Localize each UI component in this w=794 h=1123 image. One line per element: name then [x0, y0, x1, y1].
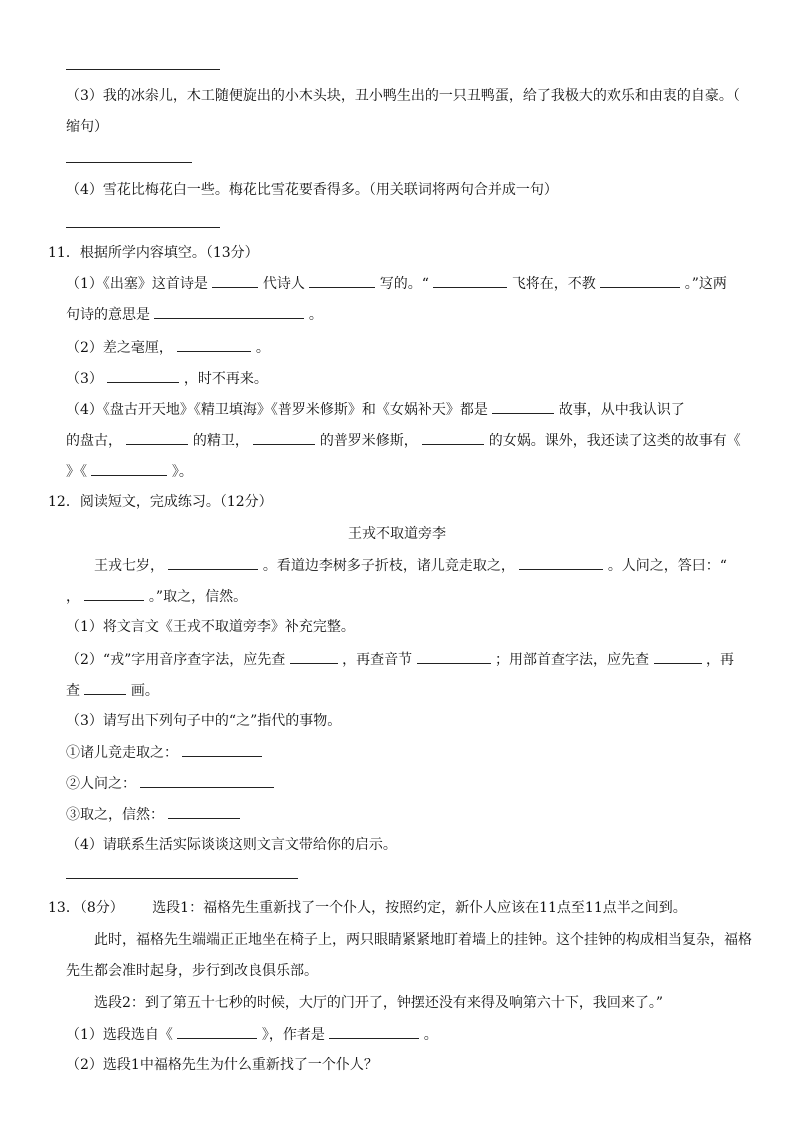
q12-s3-3	[66, 804, 240, 825]
answer-blank[interactable]	[168, 555, 258, 570]
answer-blank[interactable]	[329, 1024, 419, 1039]
q11-p4	[66, 399, 685, 420]
answer-line[interactable]	[66, 227, 220, 228]
answer-blank[interactable]	[84, 680, 126, 695]
answer-line[interactable]	[66, 878, 298, 879]
text: （1）《出塞》这首诗是	[66, 276, 208, 292]
q12-title: 12．阅读短文，完成练习。（12分）	[48, 494, 273, 510]
q10-item3: （3）我的冰尜儿，木工随便旋出的小木头块，丑小鸭生出的一只丑鸭蛋，给了我极大的欢乐和由衷的自豪。（	[66, 88, 740, 104]
text: 代诗人	[262, 276, 305, 292]
answer-blank[interactable]	[290, 649, 338, 664]
answer-blank[interactable]	[177, 1024, 257, 1039]
q11-p1	[66, 273, 727, 294]
text: 画。	[130, 683, 159, 699]
answer-blank[interactable]	[253, 430, 315, 445]
answer-blank[interactable]	[433, 273, 507, 288]
text: （4）《盘古开天地》《精卫填海》《普罗米修斯》和《女娲补天》都是	[66, 402, 488, 418]
text: （2）差之毫厘，	[66, 340, 173, 356]
text: ②人问之：	[66, 776, 136, 792]
text: 》《	[66, 464, 87, 480]
text: 。	[308, 307, 323, 323]
q13-p1	[48, 898, 687, 918]
text: 的盘古，	[66, 433, 122, 449]
q12-passage	[94, 555, 727, 576]
answer-blank[interactable]	[107, 368, 179, 383]
q11-title: 11．根据所学内容填空。（13分）	[48, 245, 259, 261]
text: 。	[423, 1027, 438, 1043]
text: ，时不再来。	[183, 371, 268, 387]
q10-item4: （4）雪花比梅花白一些。梅花比雪花要香得多。（用关联词将两句合并成一句）	[66, 182, 558, 198]
text: 选段1：福格先生重新找了一个仆人，按照约定，新仆人应该在11点至11点半之间到。	[152, 900, 687, 916]
q12-s3-1	[66, 742, 262, 763]
text: ，再查音节	[342, 652, 413, 668]
q12-s4: （4）请联系生活实际谈谈这则文言文带给你的启示。	[66, 837, 397, 853]
text: 的精卫，	[192, 433, 249, 449]
q12-passage-cont	[66, 586, 247, 607]
text: 》。	[171, 464, 193, 480]
text: 的女娲。课外，我还读了这类的故事有《	[488, 433, 741, 449]
answer-blank[interactable]	[177, 337, 251, 352]
text: 。看道边李树多子折枝，诸儿竞走取之，	[262, 558, 515, 574]
q10-item3-cont: 缩句）	[66, 119, 108, 135]
q12-s2	[66, 649, 734, 670]
text: （2）“戎”字用音序查字法，应先查	[66, 652, 286, 668]
text: ①诸儿竞走取之：	[66, 745, 178, 761]
q11-p4-cont2	[66, 461, 193, 482]
passage-title: 王戎不取道旁李	[348, 526, 446, 542]
q12-s3-2	[66, 773, 274, 794]
text: ，	[66, 589, 80, 605]
q12-s1: （1）将文言文《王戎不取道旁李》补充完整。	[66, 619, 355, 635]
answer-blank[interactable]	[519, 555, 603, 570]
text: ；用部首查字法，应先查	[495, 652, 650, 668]
text: 。	[255, 340, 270, 356]
q12-s3: （3）请写出下列句子中的“之”指代的事物。	[66, 713, 342, 729]
answer-blank[interactable]	[182, 742, 262, 757]
q13-p3: 选段2：到了第五十七秒的时候，大厅的门开了，钟摆还没有来得及响第六十下，我回来了。”	[94, 995, 664, 1011]
answer-blank[interactable]	[154, 304, 304, 319]
answer-blank[interactable]	[126, 430, 188, 445]
text: ③取之，信然：	[66, 807, 164, 823]
answer-line[interactable]	[66, 162, 192, 163]
answer-blank[interactable]	[654, 649, 702, 664]
q11-p4-cont	[66, 430, 741, 451]
answer-blank[interactable]	[212, 273, 258, 288]
answer-blank[interactable]	[91, 461, 167, 476]
q13-s2: （2）选段1中福格先生为什么重新找了一个仆人？	[66, 1057, 378, 1073]
q11-p1-cont	[66, 304, 323, 325]
answer-blank[interactable]	[422, 430, 484, 445]
q12-s2-cont	[66, 680, 159, 701]
answer-blank[interactable]	[140, 773, 274, 788]
text: （1）选段选自《	[66, 1027, 173, 1043]
text: （3）	[66, 371, 103, 387]
text: 写的。“	[379, 276, 429, 292]
text: 。”这两	[684, 276, 727, 292]
q13-p2: 此时，福格先生端端正正地坐在椅子上，两只眼睛紧紧地盯着墙上的挂钟。这个挂钟的构成相当复杂，福格	[94, 932, 752, 948]
q13-p2-cont: 先生都会准时起身，步行到改良俱乐部。	[66, 963, 318, 979]
text: 的普罗米修斯，	[319, 433, 418, 449]
text: 句诗的意思是	[66, 307, 150, 323]
text: 飞将在，不教	[511, 276, 596, 292]
text: ，再	[705, 652, 734, 668]
text: 故事，从中我认识了	[558, 402, 685, 418]
q13-s1	[66, 1024, 438, 1045]
q13-head: 13．（8分）	[48, 900, 124, 916]
answer-blank[interactable]	[168, 804, 240, 819]
text: 》，作者是	[261, 1027, 325, 1043]
answer-blank[interactable]	[417, 649, 491, 664]
answer-blank[interactable]	[492, 399, 554, 414]
text: 查	[66, 683, 80, 699]
text: 。人问之，答曰：“	[607, 558, 727, 574]
answer-blank[interactable]	[84, 586, 144, 601]
q11-p3	[66, 368, 268, 389]
q11-p2	[66, 337, 270, 358]
answer-blank[interactable]	[600, 273, 680, 288]
text: 王戎七岁，	[94, 558, 164, 574]
answer-blank[interactable]	[309, 273, 375, 288]
text: 。”取之，信然。	[148, 589, 248, 605]
answer-line[interactable]	[66, 69, 220, 70]
